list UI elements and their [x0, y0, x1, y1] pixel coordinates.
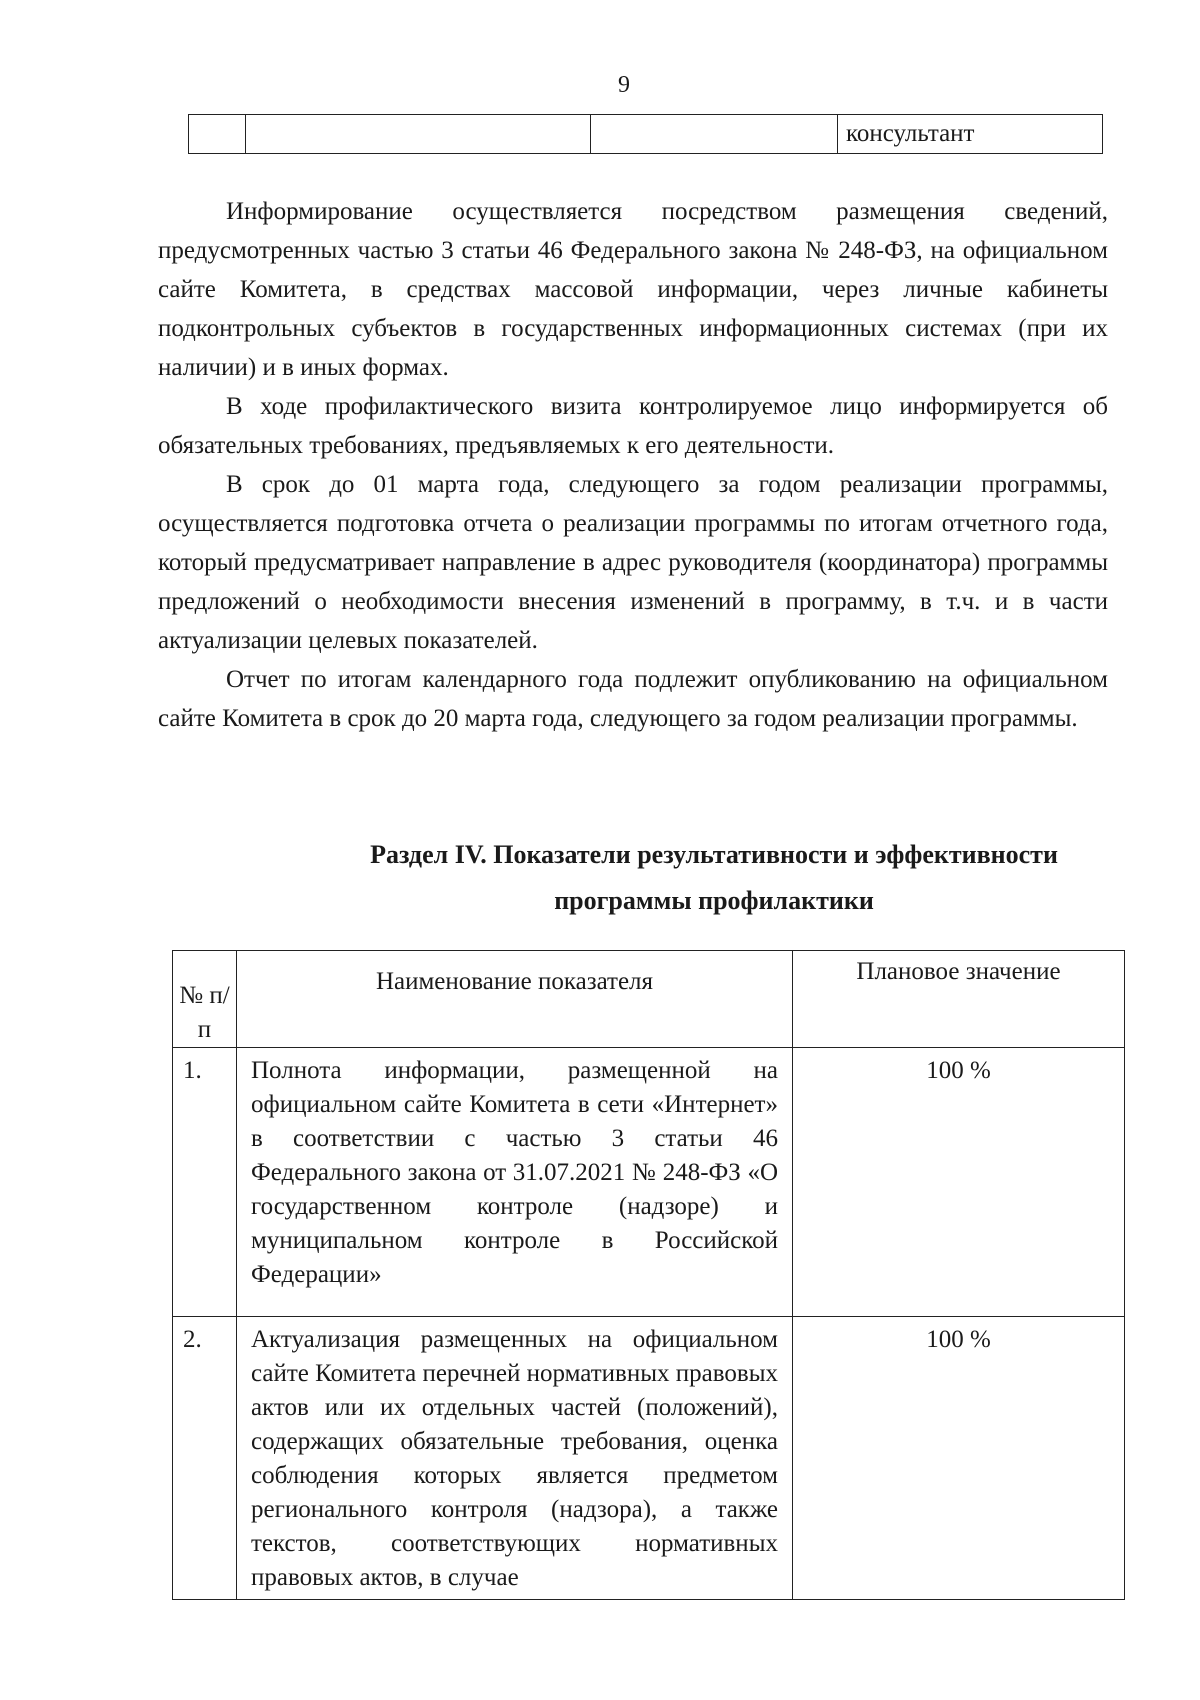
- section-title-line: программы профилактики: [554, 886, 874, 915]
- table-cell: [246, 115, 591, 154]
- paragraph: В ходе профилактического визита контролируемое лицо информируется об обязательных требованиях, предъявляемых к его деятельности.: [158, 393, 1108, 459]
- header-indicator-name: Наименование показателя: [237, 951, 793, 1048]
- indicator-name: Полнота информации, размещенной на официальном сайте Комитета в сети «Интернет» в соответствии с частью 3 статьи 46 Федерального закона от 31.07.2021 № 248-ФЗ «О государственном контроле (надзоре) и муниципальном контроле в Российской Федерации»: [237, 1048, 793, 1317]
- planned-value: 100 %: [793, 1317, 1125, 1600]
- page-number: 9: [618, 72, 630, 98]
- row-number: 2.: [173, 1317, 237, 1600]
- table-header-row: [173, 951, 1125, 1048]
- indicator-name: Актуализация размещенных на официальном сайте Комитета перечней нормативных правовых актов или их отдельных частей (положений), содержащих обязательные требования, оценка соблюдения которых является предметом регионального контроля (надзора), а также текстов, соответствующих нормативных правовых актов, в случае: [251, 1326, 778, 1591]
- paragraph: Информирование осуществляется посредством размещения сведений, предусмотренных частью 3 статьи 46 Федерального закона № 248-ФЗ, на официальном сайте Комитета, в средствах массовой информации, через личные кабинеты подконтрольных субъектов в государственных информационных системах (при их наличии) и в иных формах.: [158, 198, 1108, 381]
- indicators-table: [172, 950, 1125, 1600]
- planned-value: 100 %: [793, 1048, 1125, 1317]
- table-row: [173, 1048, 1125, 1317]
- paragraph: Отчет по итогам календарного года подлежит опубликованию на официальном сайте Комитета в срок до 20 марта года, следующего за годом реализации программы.: [158, 666, 1108, 732]
- section-title-line: Раздел IV. Показатели результативности и эффективности: [370, 840, 1058, 869]
- table-cell-consultant: консультант: [838, 115, 1103, 154]
- body-text: [158, 192, 1108, 738]
- header-planned-value: Плановое значение: [793, 951, 1125, 1048]
- indicator-name-cell: [237, 1317, 793, 1600]
- table-row: [189, 115, 1103, 154]
- table-cell: [591, 115, 838, 154]
- table-cell: [189, 115, 246, 154]
- table-row: [173, 1317, 1125, 1600]
- paragraph: В срок до 01 марта года, следующего за годом реализации программы, осуществляется подготовка отчета о реализации программы по итогам отчетного года, который предусматривает направление в адрес руководителя (координатора) программы предложений о необходимости внесения изменений в программу, в т.ч. и в части актуализации целевых показателей.: [158, 471, 1108, 654]
- row-number: 1.: [173, 1048, 237, 1317]
- continued-table-fragment: [188, 114, 1103, 154]
- header-number: № п/п: [173, 951, 237, 1048]
- section-title: [158, 832, 1200, 924]
